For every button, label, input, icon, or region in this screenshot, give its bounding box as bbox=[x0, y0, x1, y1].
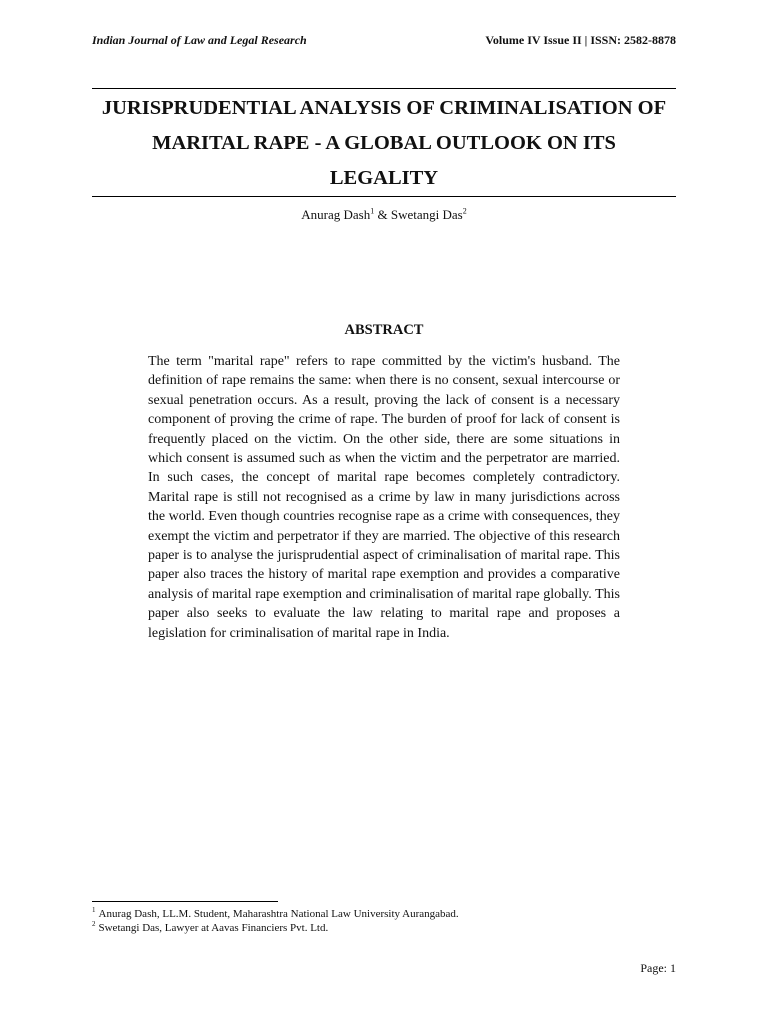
footnote-number: 2 bbox=[92, 920, 96, 929]
footnote-marker: 2 bbox=[462, 206, 467, 216]
page-number: Page: 1 bbox=[640, 961, 676, 975]
abstract-text: The term "marital rape" refers to rape committed by the victim's husband. The definition of rape remains the same: when there is no consent, sexual intercourse or sexual penetration occurs. As a result, proving the lack of consent is a necessary component of proving the crime of rape. The burden of proof for lack of consent is frequently placed on the victim. On the other side, there are some situations in which consent is assumed such as when the victim and the perpetrator are married. In such cases, the concept of marital rape becomes completely contradictory. Marital rape is still not recognised as a crime by law in many jurisdictions across the world. Even though countries recognise rape as a crime with consequences, they exempt the victim and perpetrator if they are married. The objective of this research paper is to analyse the jurisprudential aspect of criminalisation of marital rape. This paper also traces the history of marital rape exemption and provides a comparative analysis of marital rape exemption and criminalisation of marital rape globally. This paper also seeks to evaluate the law relating to marital rape and proposes a legislation for criminalisation of marital rape in India. bbox=[148, 354, 620, 641]
paper-title-line: MARITAL RAPE - A GLOBAL OUTLOOK ON ITS bbox=[152, 132, 616, 154]
paper-title-line: JURISPRUDENTIAL ANALYSIS OF CRIMINALISATION OF bbox=[101, 97, 667, 119]
footnote-text: Anurag Dash, LL.M. Student, Maharashtra National Law University Aurangabad. bbox=[98, 908, 459, 920]
footnote-item bbox=[92, 907, 676, 921]
footnotes bbox=[92, 907, 676, 935]
running-header bbox=[92, 33, 676, 48]
footnote-item bbox=[92, 921, 676, 935]
title-bottom-rule bbox=[92, 196, 676, 197]
author-name: Swetangi Das bbox=[390, 207, 463, 222]
author-separator: & bbox=[374, 207, 391, 222]
footnote-text: Swetangi Das, Lawyer at Aavas Financiers Pvt. Ltd. bbox=[98, 922, 329, 934]
footnote-separator bbox=[92, 901, 278, 902]
paper-title bbox=[92, 91, 676, 196]
journal-name: Indian Journal of Law and Legal Research bbox=[92, 33, 307, 47]
volume-issn: Volume IV Issue II | ISSN: 2582-8878 bbox=[485, 33, 676, 47]
footnote-marker: 1 bbox=[370, 206, 375, 216]
abstract-heading: ABSTRACT bbox=[344, 322, 424, 338]
title-top-rule bbox=[92, 88, 676, 89]
author-name: Anurag Dash bbox=[301, 207, 371, 222]
footnote-number: 1 bbox=[92, 906, 96, 915]
author-line bbox=[92, 207, 676, 223]
paper-title-line: LEGALITY bbox=[329, 167, 439, 189]
